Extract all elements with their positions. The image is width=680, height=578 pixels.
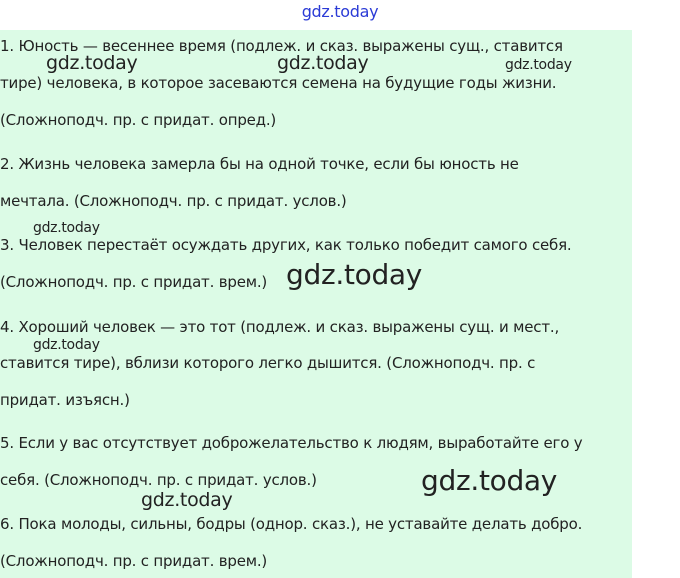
answer-6-line-2: (Сложноподч. пр. с придат. врем.) <box>0 552 268 570</box>
answer-1-line-2: тире) человека, в которое засеваются семена на будущие годы жизни. <box>0 74 557 92</box>
answer-3-line-2: (Сложноподч. пр. с придат. врем.) <box>0 273 268 291</box>
answer-4-line-2: ставится тире), вблизи которого легко дышится. (Сложноподч. пр. с <box>0 354 536 372</box>
watermark: gdz.today <box>286 258 423 291</box>
answer-1-line-3: (Сложноподч. пр. с придат. опред.) <box>0 111 277 129</box>
watermark: gdz.today <box>141 489 233 511</box>
watermark: gdz.today <box>505 57 572 73</box>
watermark: gdz.today <box>33 337 100 353</box>
answer-6-line-1: 6. Пока молоды, сильны, бодры (однор. сказ.), не уставайте делать добро. <box>0 515 583 533</box>
answer-4-line-3: придат. изъясн.) <box>0 391 130 409</box>
answer-1-line-1: 1. Юность — весеннее время (подлеж. и сказ. выражены сущ., ставится <box>0 37 563 55</box>
answer-4-line-1: 4. Хороший человек — это тот (подлеж. и сказ. выражены сущ. и мест., <box>0 318 560 336</box>
watermark: gdz.today <box>33 220 100 236</box>
top-watermark: gdz.today <box>301 2 379 21</box>
answer-3-line-1: 3. Человек перестаёт осуждать других, как только победит самого себя. <box>0 236 572 254</box>
answer-2-line-1: 2. Жизнь человека замерла бы на одной точке, если бы юность не <box>0 155 519 173</box>
answer-2-line-2: мечтала. (Сложноподч. пр. с придат. услов.) <box>0 192 347 210</box>
watermark: gdz.today <box>421 464 558 497</box>
answer-5-line-1: 5. Если у вас отсутствует доброжелательство к людям, выработайте его у <box>0 434 583 452</box>
watermark: gdz.today <box>277 52 369 74</box>
answer-5-line-2: себя. (Сложноподч. пр. с придат. услов.) <box>0 471 317 489</box>
watermark: gdz.today <box>46 52 138 74</box>
answer-text-block <box>0 30 632 578</box>
